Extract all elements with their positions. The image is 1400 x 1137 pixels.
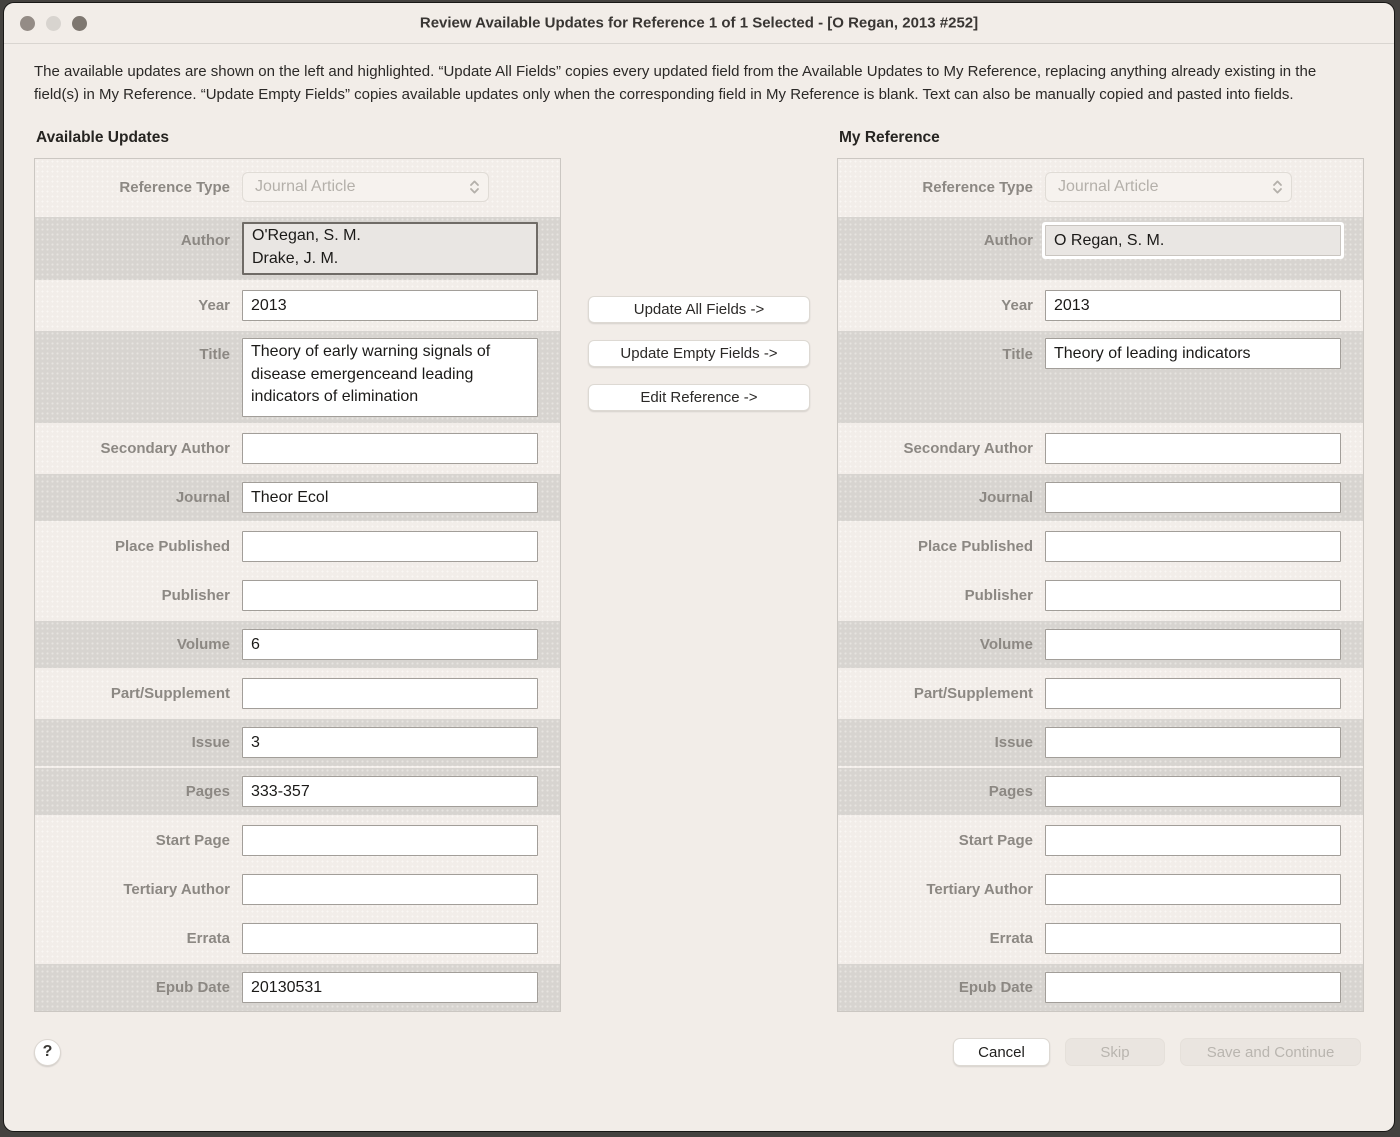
field-label-epub-date: Epub Date: [958, 979, 1033, 996]
traffic-lights: [20, 16, 87, 31]
field-label-start-page: Start Page: [958, 832, 1033, 849]
field-label-issue: Issue: [994, 734, 1033, 751]
row-part-supplement-right: [838, 670, 1363, 717]
field-label-pages: Pages: [988, 783, 1033, 800]
row-errata-left: [35, 915, 560, 962]
row-year-left: [35, 282, 560, 329]
epub-date-input-left[interactable]: [242, 972, 538, 1003]
reference-type-value: Journal Article: [1058, 178, 1159, 195]
field-label-title: Title: [199, 346, 230, 363]
row-volume-right: [838, 621, 1363, 668]
row-author-right: [838, 217, 1363, 280]
help-button[interactable]: ?: [34, 1039, 61, 1066]
issue-input-left[interactable]: [242, 727, 538, 758]
field-label-tertiary-author: Tertiary Author: [123, 881, 230, 898]
row-epub-date-right: [838, 964, 1363, 1011]
field-label-volume: Volume: [176, 636, 230, 653]
field-label-part-supplement: Part/Supplement: [110, 685, 230, 702]
row-secondary-author-left: [35, 425, 560, 472]
edit-reference-button[interactable]: Edit Reference ->: [588, 384, 810, 411]
field-label-part-supplement: Part/Supplement: [913, 685, 1033, 702]
row-errata-right: [838, 915, 1363, 962]
errata-input-left[interactable]: [242, 923, 538, 954]
field-label-reference-type: Reference Type: [922, 178, 1033, 196]
part-supplement-input-left[interactable]: [242, 678, 538, 709]
field-label-epub-date: Epub Date: [155, 979, 230, 996]
row-secondary-author-right: [838, 425, 1363, 472]
field-label-reference-type: Reference Type: [119, 178, 230, 196]
issue-input-right[interactable]: [1045, 727, 1341, 758]
field-label-errata: Errata: [989, 930, 1033, 947]
part-supplement-input-right[interactable]: [1045, 678, 1341, 709]
journal-input-left[interactable]: [242, 482, 538, 513]
my-reference-column: [837, 129, 1364, 1012]
pages-input-left[interactable]: [242, 776, 538, 807]
row-issue-left: [35, 719, 560, 766]
row-pages-left: [35, 768, 560, 815]
row-publisher-right: [838, 572, 1363, 619]
row-epub-date-left: [35, 964, 560, 1011]
volume-input-right[interactable]: [1045, 629, 1341, 660]
start-page-input-left[interactable]: [242, 825, 538, 856]
chevron-updown-icon: [1271, 178, 1284, 196]
row-title-right: [838, 331, 1363, 423]
save-and-continue-button: Save and Continue: [1180, 1038, 1361, 1066]
row-volume-left: [35, 621, 560, 668]
dialog-window: [3, 2, 1395, 1132]
start-page-input-right[interactable]: [1045, 825, 1341, 856]
row-year-right: [838, 282, 1363, 329]
row-part-supplement-left: [35, 670, 560, 717]
available-updates-header: Available Updates: [36, 129, 169, 146]
field-label-publisher: Publisher: [161, 587, 230, 604]
row-author-left: [35, 217, 560, 280]
field-label-start-page: Start Page: [155, 832, 230, 849]
publisher-input-right[interactable]: [1045, 580, 1341, 611]
row-publisher-left: [35, 572, 560, 619]
row-reference-type-right: [838, 159, 1363, 215]
panels-area: [34, 129, 1364, 1012]
field-label-volume: Volume: [979, 636, 1033, 653]
title-input-right[interactable]: [1045, 338, 1341, 369]
my-reference-header: My Reference: [839, 129, 940, 146]
zoom-window-button[interactable]: [72, 16, 87, 31]
field-label-author: Author: [983, 232, 1033, 249]
field-label-pages: Pages: [185, 783, 230, 800]
field-label-journal: Journal: [978, 489, 1033, 506]
field-label-publisher: Publisher: [964, 587, 1033, 604]
tertiary-author-input-left[interactable]: [242, 874, 538, 905]
secondary-author-input-right[interactable]: [1045, 433, 1341, 464]
field-label-secondary-author: Secondary Author: [100, 440, 230, 457]
volume-input-left[interactable]: [242, 629, 538, 660]
window-title: Review Available Updates for Reference 1 of 1 Selected - [O Regan, 2013 #252]: [419, 14, 979, 32]
row-reference-type-left: [35, 159, 560, 215]
row-journal-right: [838, 474, 1363, 521]
author-input-right[interactable]: [1045, 225, 1341, 256]
reference-type-select-right: [1045, 172, 1292, 202]
available-updates-panel: [34, 158, 561, 1012]
place-published-input-right[interactable]: [1045, 531, 1341, 562]
field-label-author: Author: [180, 232, 230, 249]
epub-date-input-right[interactable]: [1045, 972, 1341, 1003]
update-all-fields-button[interactable]: Update All Fields ->: [588, 296, 810, 323]
chevron-updown-icon: [468, 178, 481, 196]
row-tertiary-author-left: [35, 866, 560, 913]
row-place-published-left: [35, 523, 560, 570]
field-label-place-published: Place Published: [114, 538, 230, 555]
reference-type-value: Journal Article: [255, 178, 356, 195]
journal-input-right[interactable]: [1045, 482, 1341, 513]
footer-bar: [34, 1038, 1361, 1066]
my-reference-panel: [837, 158, 1364, 1012]
field-label-year: Year: [198, 297, 230, 314]
row-start-page-right: [838, 817, 1363, 864]
field-label-secondary-author: Secondary Author: [903, 440, 1033, 457]
transfer-buttons-column: [561, 129, 837, 1012]
update-empty-fields-button[interactable]: Update Empty Fields ->: [588, 340, 810, 367]
field-label-tertiary-author: Tertiary Author: [926, 881, 1033, 898]
field-label-issue: Issue: [191, 734, 230, 751]
field-label-errata: Errata: [186, 930, 230, 947]
row-issue-right: [838, 719, 1363, 766]
skip-button: Skip: [1065, 1038, 1165, 1066]
minimize-window-button[interactable]: [46, 16, 61, 31]
row-title-left: [35, 331, 560, 423]
field-label-title: Title: [1002, 346, 1033, 363]
title-input-left[interactable]: [242, 338, 538, 417]
row-tertiary-author-right: [838, 866, 1363, 913]
year-input-right[interactable]: [1045, 290, 1341, 321]
row-place-published-right: [838, 523, 1363, 570]
row-pages-right: [838, 768, 1363, 815]
pages-input-right[interactable]: [1045, 776, 1341, 807]
row-start-page-left: [35, 817, 560, 864]
publisher-input-left[interactable]: [242, 580, 538, 611]
tertiary-author-input-right[interactable]: [1045, 874, 1341, 905]
row-journal-left: [35, 474, 560, 521]
title-bar: [4, 3, 1394, 44]
errata-input-right[interactable]: [1045, 923, 1341, 954]
field-label-journal: Journal: [175, 489, 230, 506]
instructions-text: The available updates are shown on the left and highlighted. “Update All Fields” copies every updated field from the Available Updates to My Reference, replacing anything already existing in the field(s) in My Reference. “Update Empty Fields” copies available updates only when the corresponding field in My Reference is blank. Text can also be manually copied and pasted into fields.: [34, 63, 1317, 103]
place-published-input-left[interactable]: [242, 531, 538, 562]
close-window-button[interactable]: [20, 16, 35, 31]
author-input-left[interactable]: [242, 222, 538, 275]
cancel-button[interactable]: Cancel: [953, 1038, 1050, 1066]
secondary-author-input-left[interactable]: [242, 433, 538, 464]
field-label-place-published: Place Published: [917, 538, 1033, 555]
year-input-left[interactable]: [242, 290, 538, 321]
reference-type-select-left: [242, 172, 489, 202]
field-label-year: Year: [1001, 297, 1033, 314]
available-updates-column: [34, 129, 561, 1012]
